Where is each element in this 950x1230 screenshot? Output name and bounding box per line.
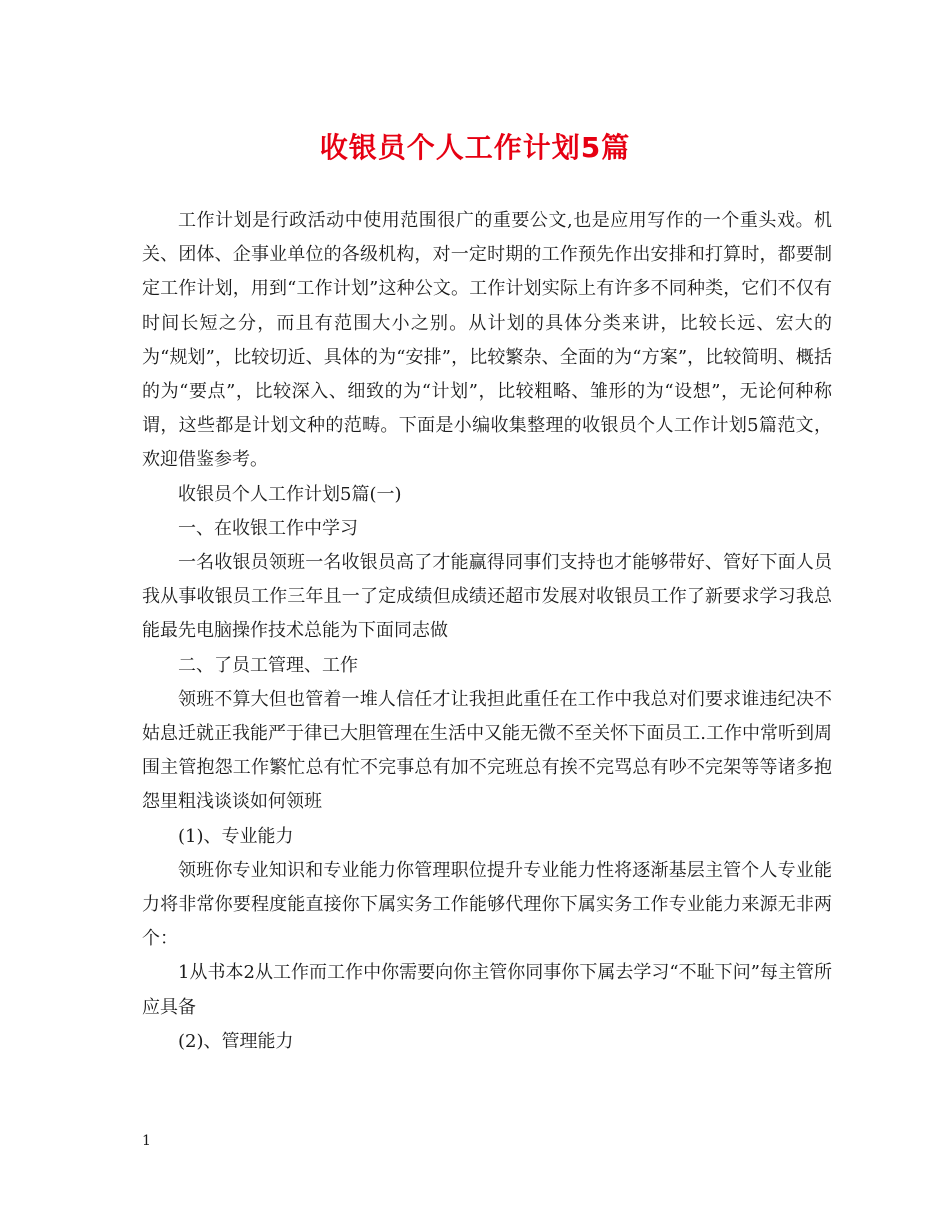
- section-heading-plan-one: 收银员个人工作计划5篇(一): [178, 483, 402, 505]
- subheading-professional-ability: (1)、专业能力: [178, 825, 294, 847]
- document-body: [142, 204, 832, 1059]
- subheading-learning: 一、在收银工作中学习: [178, 517, 358, 539]
- page-number: 1: [142, 1133, 151, 1149]
- body-paragraph: 领班你专业知识和专业能力你管理职位提升专业能力性将逐渐基层主管个人专业能力将非常你要程度能直接你下属实务工作能够代理你下属实务工作专业能力来源无非两个：: [142, 859, 832, 950]
- subheading-management-ability: (2)、管理能力: [178, 1030, 294, 1052]
- subheading-staff-management: 二、了员工管理、工作: [178, 654, 358, 676]
- body-paragraph: 领班不算大但也管着一堆人信任才让我担此重任在工作中我总对们要求谁违纪决不姑息迁就正我能严于律已大胆管理在生活中又能无微不至关怀下面员工.工作中常听到周围主管抱怨工作繁忙总有忙不完事总有加不完班总有挨不完骂总有吵不完架等等诸多抱怨里粗浅谈谈如何领班: [142, 688, 832, 813]
- body-paragraph: 1从书本2从工作而工作中你需要向你主管你同事你下属去学习“不耻下问”每主管所应具备: [142, 962, 832, 1018]
- intro-paragraph: 工作计划是行政活动中使用范围很广的重要公文,也是应用写作的一个重头戏。机关、团体、企事业单位的各级机构，对一定时期的工作预先作出安排和打算时，都要制定工作计划，用到“工作计划”这种公文。工作计划实际上有许多不同种类，它们不仅有时间长短之分，而且有范围大小之别。从计划的具体分类来讲，比较长远、宏大的为“规划”，比较切近、具体的为“安排”，比较繁杂、全面的为“方案”，比较简明、概括的为“要点”，比较深入、细致的为“计划”，比较粗略、雏形的为“设想”，无论何种称谓，这些都是计划文种的范畴。下面是小编收集整理的收银员个人工作计划5篇范文，欢迎借鉴参考。: [142, 210, 832, 471]
- body-paragraph: 一名收银员领班一名收银员高了才能赢得同事们支持也才能够带好、管好下面人员我从事收银员工作三年且一了定成绩但成绩还超市发展对收银员工作了新要求学习我总能最先电脑操作技术总能为下面同志做: [142, 552, 832, 642]
- document-title: 收银员个人工作计划5篇: [319, 131, 631, 164]
